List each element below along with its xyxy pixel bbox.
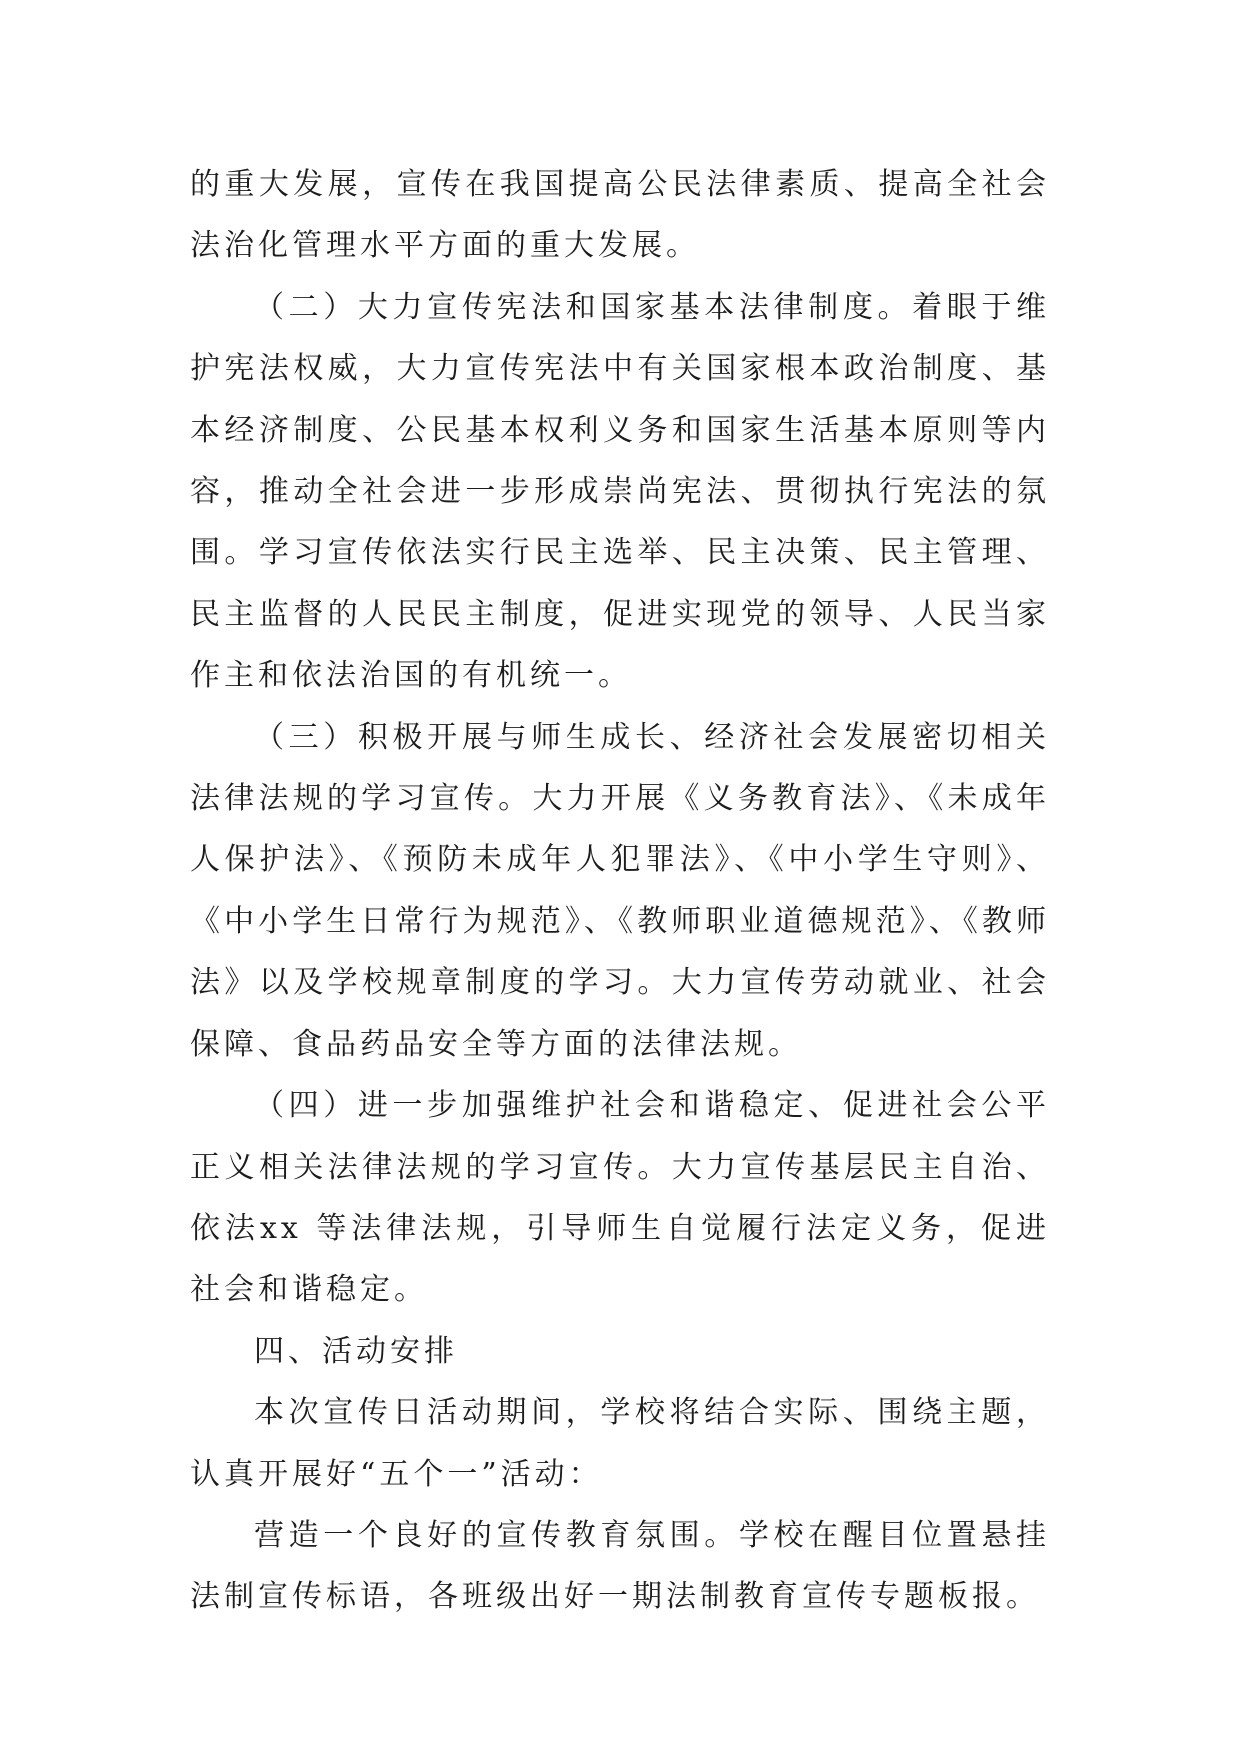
paragraph-6: 本次宣传日活动期间，学校将结合实际、围绕主题，认真开展好“五个一”活动：: [190, 1395, 1050, 1492]
paragraph-1: 的重大发展，宣传在我国提高公民法律素质、提高全社会法治化管理水平方面的重大发展。: [190, 167, 1050, 264]
paragraph-3: （三）积极开展与师生成长、经济社会发展密切相关法律法规的学习宣传。大力开展《义务教育法》、《未成年人保护法》、《预防未成年人犯罪法》、《中小学生守则》、《中小学生日常行为规范》、《教师职业道德规范》、《教师法》以及学校规章制度的学习。大力宣传劳动就业、社会保障、食品药品安全等方面的法律法规。: [190, 719, 1050, 1062]
paragraph-4: （四）进一步加强维护社会和谐稳定、促进社会公平正义相关法律法规的学习宣传。大力宣传基层民主自治、依法xx 等法律法规，引导师生自觉履行法定义务，促进社会和谐稳定。: [190, 1088, 1050, 1308]
document-body: [190, 154, 1050, 1628]
paragraph-2: （二）大力宣传宪法和国家基本法律制度。着眼于维护宪法权威，大力宣传宪法中有关国家根本政治制度、基本经济制度、公民基本权利义务和国家生活基本原则等内容，推动全社会进一步形成崇尚宪法、贯彻执行宪法的氛围。学习宣传依法实行民主选举、民主决策、民主管理、民主监督的人民民主制度，促进实现党的领导、人民当家作主和依法治国的有机统一。: [190, 289, 1050, 694]
paragraph-7: 营造一个良好的宣传教育氛围。学校在醒目位置悬挂法制宣传标语，各班级出好一期法制教育宣传专题板报。: [190, 1517, 1050, 1615]
section-heading: 四、活动安排: [254, 1333, 458, 1369]
